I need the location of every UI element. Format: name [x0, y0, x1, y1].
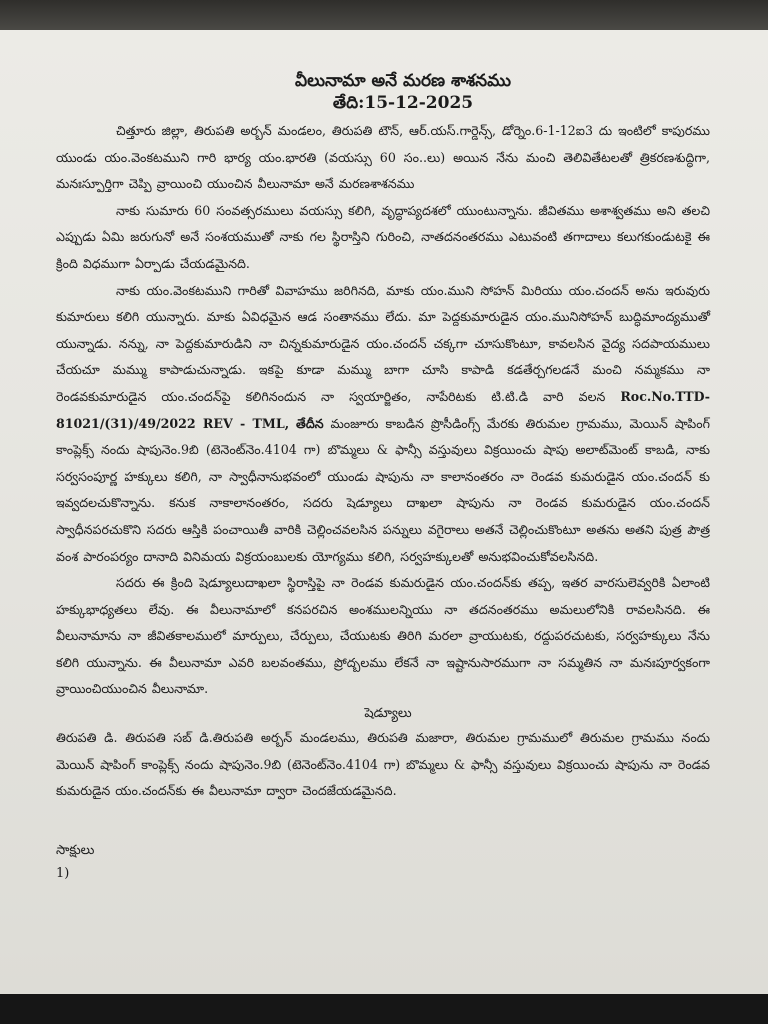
- schedule-text: తిరుపతి డి. తిరుపతి సబ్ డి.తిరుపతి అర్బన్ మండలము, తిరుపతి మజారా, తిరుమల గ్రామములో తిరుమల గ్రామము నందు మెయిన్ షాపింగ్ కాంప్లెక్స్ నందు షాపునెం.9బి (టెనెంట్‌నెం.4104 గా) బొమ్మలు & ఫాన్సీ వస్తువులు విక్రయించు షాపును నా రెండవ కుమరుడైన యం.చందన్‌కు ఈ వీలునామా ద్వారా చెందజేయడమైనది.: [56, 730, 710, 799]
- paragraph-shop-text: మంజూరు కాబడిన ప్రొసీడింగ్స్ మేరకు తిరుమల గ్రామము, మెయిన్ షాపింగ్ కాంప్లెక్స్ నందు షాపునెం.9బి (టెనెంట్‌నెం.4104 గా) బొమ్మలు & ఫాన్సీ వస్తువులు విక్రయించు షాపు అలాట్‌మెంట్ కాబడి, నాకు సర్వసంపూర్ణ హక్కులు కలిగి, నా స్వాధీనానుభవంలో యుండు షాపును నా కాలానంతరం నా రెండవ కుమరుడైన యం.చందన్ కు ఇవ్వదలచుకొన్నాను. కనుక నాకాలానంతరం, సదరు షెడ్యూలు దాఖలా షాపును నా రెండవ కుమరుడైన యం.చందన్ స్వాధీనపరచుకొని సదరు ఆస్తికి పంచాయితీ వారికి చెల్లించవలసిన పన్నులు వగైరాలు అతనే చెల్లించుకొంటూ అతను అతని పుత్ర పౌత్ర వంశ పారంపర్యం దానాది వినిమయ విక్రయంబులకు యోగ్యము కలిగి, సర్వహక్కులతో అనుభవించుకోవలసినది.: [56, 415, 710, 564]
- paragraph-rights: సదరు ఈ క్రింది షెడ్యూలుదాఖలా స్థిరాస్తిపై నా రెండవ కుమరుడైన యం.చందన్‌కు తప్ప, ఇతర వారసులెవ్వరికి ఏలాంటి హక్కుభాధ్యతలు లేవు. ఈ వీలునామాలో కనపరచిన అంశములన్నియు నా తదనంతరము అమలులోనికి రావలసినది. ఈ వీలునామాను నా జీవితకాలములో మార్పులు, చేర్పులు, చేయుటకు తిరిగి మరలా వ్రాయుటకు, రద్దుపరచుటకు, సర్వహక్కులు నేను కలిగి యున్నాను. ఈ వీలునామా ఎవరి బలవంతము, ప్రోద్బలము లేకనే నా ఇష్టానుసారముగా నా సమ్మతిన నా మనఃపూర్వకంగా వ్రాయించియుంచిన వీలునామా.: [56, 575, 710, 697]
- document-page: [0, 30, 768, 994]
- witness-1-number: 1): [56, 865, 70, 881]
- photo-top-shadow: [0, 0, 768, 30]
- paragraph-age: నాకు సుమారు 60 సంవత్సరములు వయస్సు కలిగి, వృద్ధాప్యదశలో యుంటున్నాను. జీవితము అశాశ్వతము అని తలచి ఎప్పుడు ఏమి జరుగునో అనే సంశయముతో నాకు గల స్థిరాస్తిని గురించి, నాతదనంతరము ఎటువంటి తగాదాలు కలుగకుండుటకై ఈ క్రింది విధముగా ఏర్పాడు చేయడమైనది.: [56, 202, 710, 271]
- paragraph-family-text: నాకు యం.వెంకటముని గారితో వివాహము జరిగినది, మాకు యం.ముని సోహన్ మిరియు యం.చందన్ అను ఇరువురు కుమారులు కలిగి యున్నారు. మాకు ఏవిధమైన ఆడ సంతానము లేదు. మా పెద్దకుమారుడైన యం.మునిసోహన్ బుద్ధిమాంద్యముతో యున్నాడు. నన్ను, నా పెద్దకుమారుడిని నా చిన్నకుమారుడైన యం.చందన్ చక్కగా చూసుకొంటూ, కావలసిన వైద్య సదపాయములు చేయచూ మమ్ము కాపాడుచున్నాడు. ఇకపై కూడా మమ్ము బాగా చూసి కాపాడి కడతేర్చగలడనే మంచి నమ్మకము నా రెండవకుమారుడైన యం.చందన్‌పై కలిగినందున నా స్వయార్జితం, నాపేరిటకు టి.టి.డి వారి వలన: [56, 282, 710, 404]
- document-date: తేది:15-12-2025: [332, 93, 474, 113]
- photo-bottom-edge: [0, 994, 768, 1024]
- roc-number: Roc.No.TTD-81021/(31)/49/2022 REV - TML,: [56, 388, 710, 431]
- paragraph-family: [56, 278, 710, 571]
- roc-date-label: తేదీన: [296, 415, 324, 431]
- schedule-heading: షెడ్యూలు: [364, 706, 412, 722]
- paragraph-intro: చిత్తూరు జిల్లా, తిరుపతి అర్బన్ మండలం, తిరుపతి టౌన్, ఆర్.యస్.గార్డెన్స్, డోర్నెం.6-1-12ఐ3 దు ఇంటిలో కాపురము యుండు యం.వెంకటముని గారి భార్య యం.భారతి (వయస్సు 60 సం..లు) అయిన నేను మంచి తెలివితేటలతో త్రికరణశుద్ధిగా, మనఃస్పూర్తిగా చెప్పి వ్రాయించి యుంచిన వీలునామా అనే మరణశాశనము: [56, 123, 710, 192]
- document-title: వీలునామా అనే మరణ శాశనము: [295, 71, 511, 91]
- witnesses-label: సాక్షులు: [56, 842, 95, 858]
